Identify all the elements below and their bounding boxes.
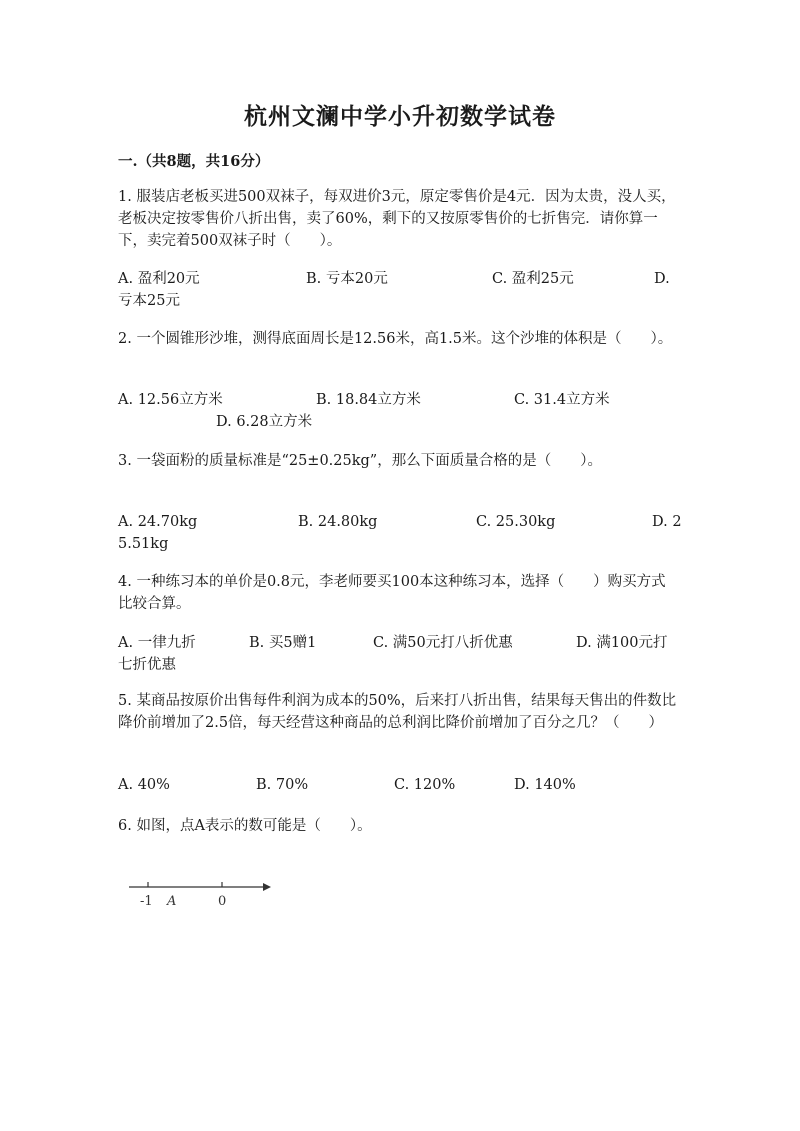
label-zero: 0 (218, 894, 227, 909)
option-d[interactable]: D. 6.28立方米 (216, 414, 313, 430)
option-a[interactable]: A. 12.56立方米 (118, 392, 223, 408)
option-d[interactable]: D. 2 (652, 514, 682, 530)
label-point-a: A (167, 894, 177, 909)
question-2-options (118, 389, 678, 433)
option-d[interactable]: D. 满100元打 (576, 635, 668, 651)
option-d-continued[interactable]: 亏本25元 (118, 293, 180, 309)
question-4-options (118, 632, 678, 676)
question-3-options (118, 511, 682, 555)
option-d[interactable]: D. 140% (514, 777, 576, 793)
option-a[interactable]: A. 40% (118, 777, 170, 793)
option-b[interactable]: B. 买5赠1 (249, 635, 317, 651)
option-b[interactable]: B. 70% (256, 777, 309, 793)
option-d[interactable]: D. (654, 271, 670, 287)
option-c[interactable]: C. 满50元打八折优惠 (373, 635, 513, 651)
section-header: 一.（共8题，共16分） (118, 153, 270, 170)
question-6-text: 6. 如图，点A表示的数可能是（ ）。 (118, 818, 372, 834)
option-a[interactable]: A. 一律九折 (118, 635, 196, 651)
question-2-text: 2. 一个圆锥形沙堆，测得底面周长是12.56米，高1.5米。这个沙堆的体积是（ ）。 (118, 331, 673, 347)
label-minus-one: -1 (140, 894, 153, 909)
option-d-continued[interactable]: 5.51kg (118, 536, 169, 552)
question-5-text: 5. 某商品按原价出售每件利润为成本的50%，后来打八折出售，结果每天售出的件数比降价前增加了2.5倍，每天经营这种商品的总利润比降价前增加了百分之几？（ ） (118, 693, 677, 731)
option-c[interactable]: C. 25.30kg (476, 514, 556, 530)
option-d-continued[interactable]: 七折优惠 (118, 657, 176, 673)
option-b[interactable]: B. 24.80kg (298, 514, 378, 530)
option-b[interactable]: B. 亏本20元 (306, 271, 388, 287)
question-3-text: 3. 一袋面粉的质量标准是“25±0.25kg”，那么下面质量合格的是（ ）。 (118, 453, 602, 469)
option-a[interactable]: A. 盈利20元 (118, 271, 200, 287)
option-c[interactable]: C. 盈利25元 (492, 271, 574, 287)
question-1-text: 1. 服装店老板买进500双袜子，每双进价3元，原定零售价是4元．因为太贵，没人买，老板决定按零售价八折出售，卖了60%，剩下的又按原零售价的七折售完．请你算一下，卖完着500双袜子时（ ）。 (118, 189, 676, 249)
option-b[interactable]: B. 18.84立方米 (316, 392, 421, 408)
option-a[interactable]: A. 24.70kg (118, 514, 198, 530)
question-5-options (118, 774, 678, 796)
question-1-options (118, 268, 678, 312)
option-c[interactable]: C. 31.4立方米 (514, 392, 610, 408)
exam-title: 杭州文澜中学小升初数学试卷 (244, 103, 556, 130)
number-line-figure (125, 875, 275, 911)
number-line-arrow (263, 883, 271, 891)
option-c[interactable]: C. 120% (394, 777, 456, 793)
question-4-text: 4. 一种练习本的单价是0.8元，李老师要买100本这种练习本，选择（ ）购买方式比较合算。 (118, 574, 666, 612)
